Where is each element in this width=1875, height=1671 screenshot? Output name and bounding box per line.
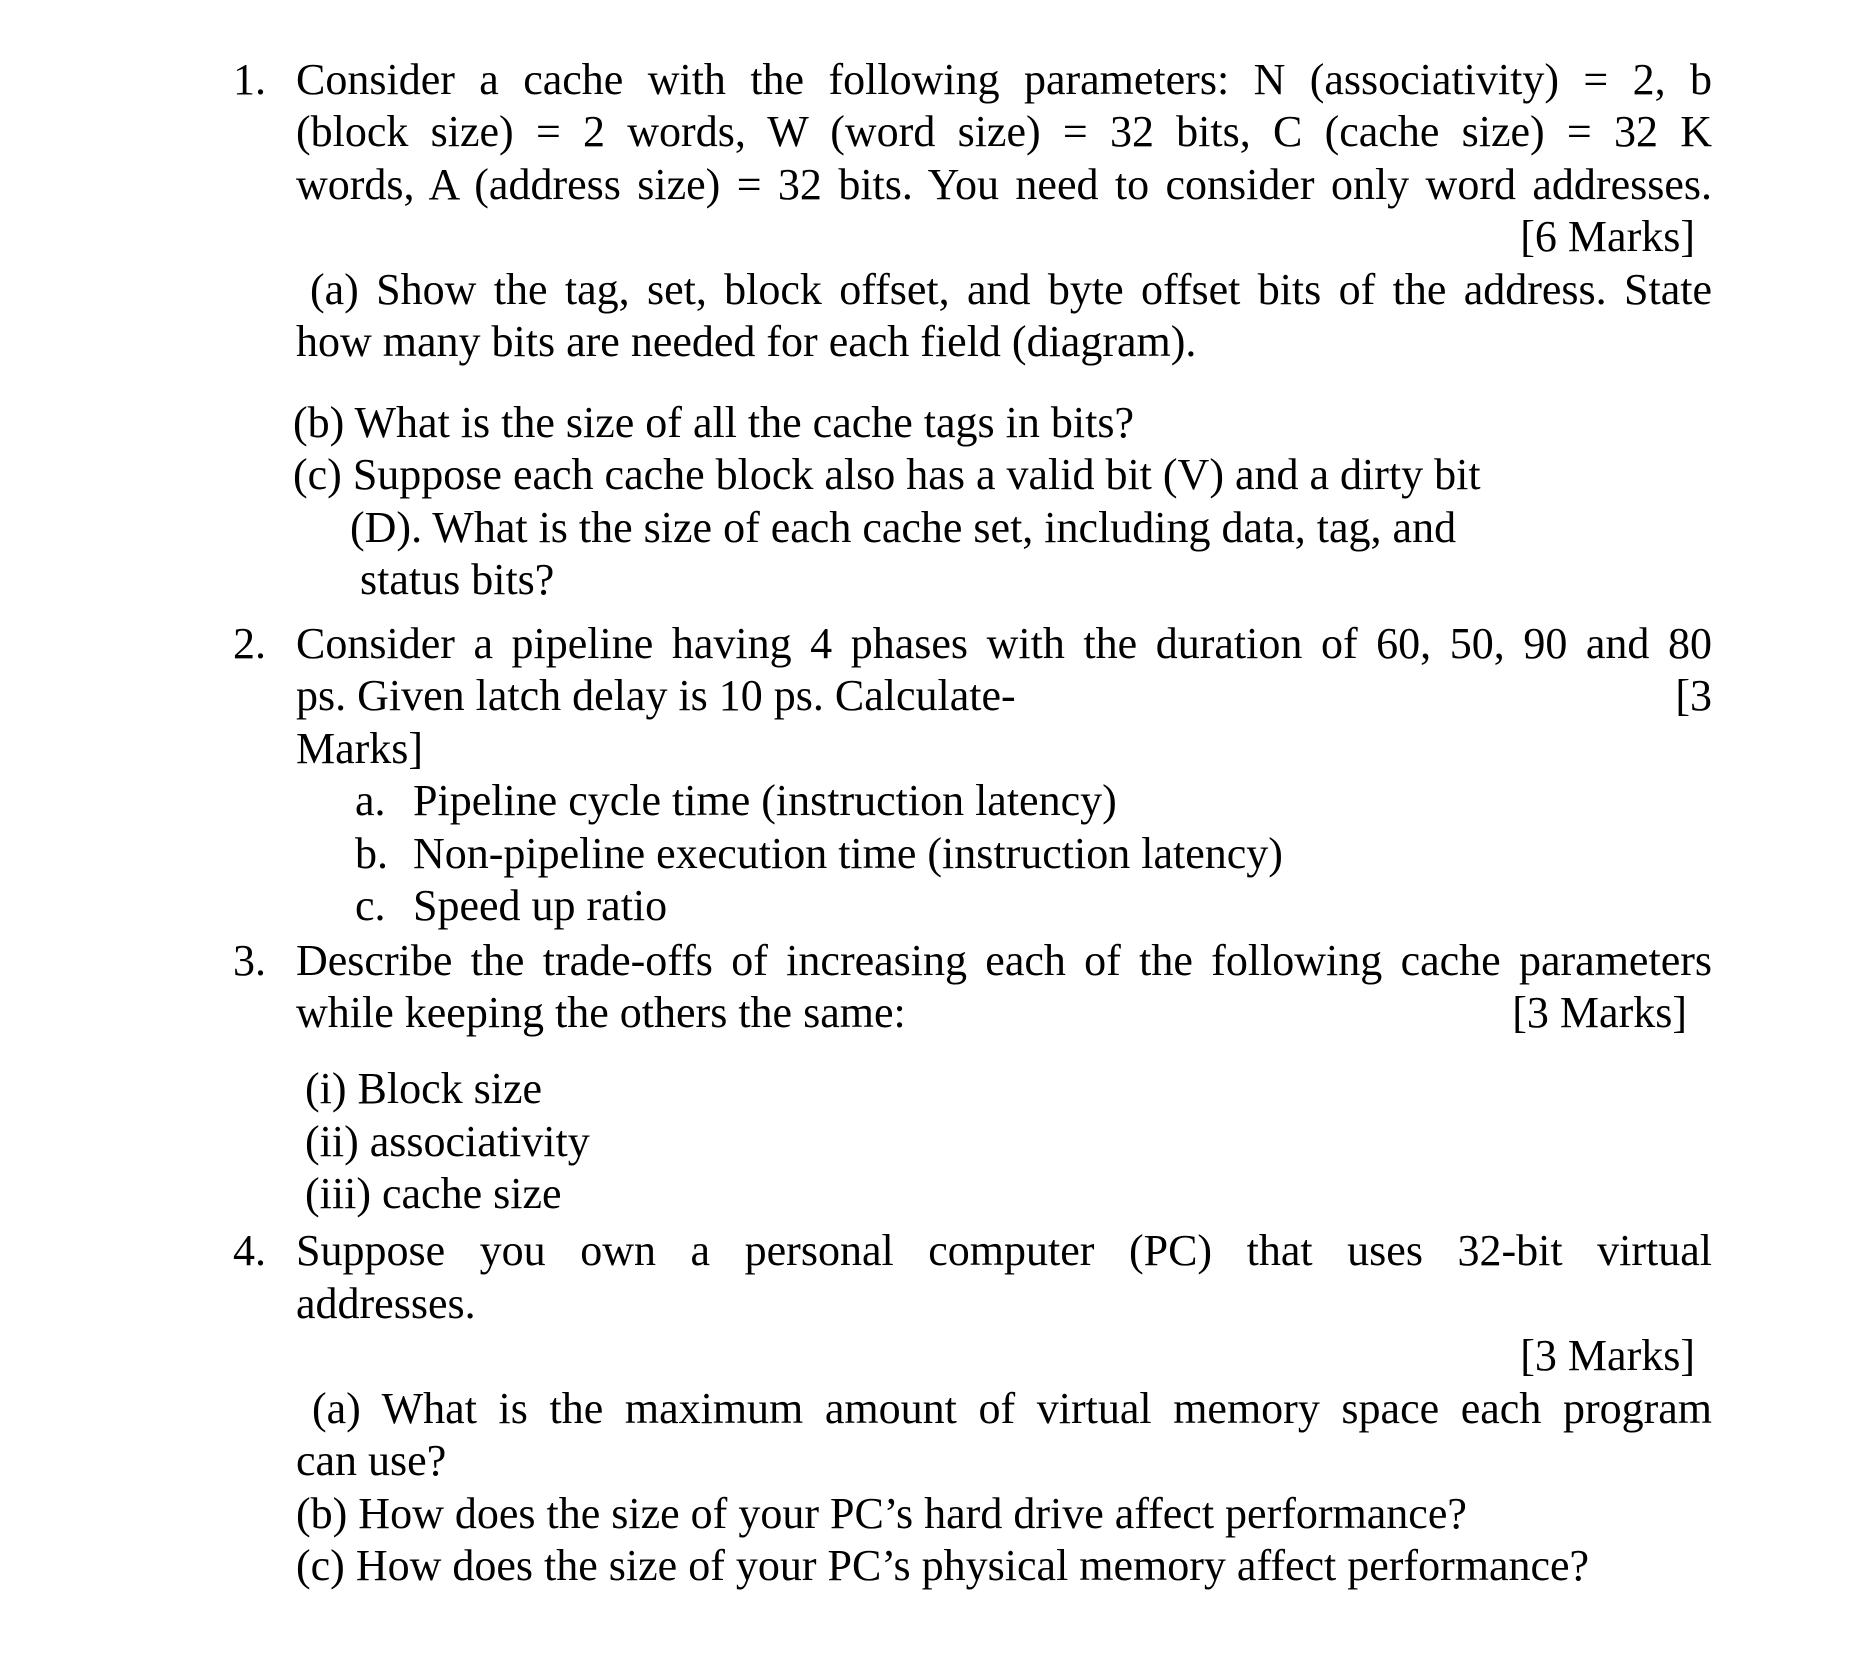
- list-item-label: b.: [355, 829, 388, 878]
- list-item: Non-pipeline execution time (instruction latency): [413, 829, 1283, 878]
- marks-label: [3: [1675, 671, 1712, 720]
- marks-label: Marks]: [296, 724, 424, 773]
- question-text-line: addresses.: [296, 1279, 476, 1328]
- subquestion-a-line: (a) Show the tag, set, block offset, and byte offset bits of the address. State: [310, 265, 1712, 314]
- question-number: 1.: [233, 55, 266, 104]
- list-item: Pipeline cycle time (instruction latency): [413, 776, 1117, 825]
- question-text-line: Consider a pipeline having 4 phases with the duration of 60, 50, 90 and 80: [296, 619, 1712, 668]
- question-text-line: while keeping the others the same:: [296, 988, 906, 1037]
- list-item: (i) Block size: [305, 1064, 543, 1113]
- subquestion-a-line: how many bits are needed for each field (diagram).: [296, 317, 1197, 366]
- question-text-line: Consider a cache with the following parameters: N (associativity) = 2, b: [296, 55, 1712, 104]
- marks-label: [3 Marks]: [1512, 988, 1687, 1037]
- subquestion-c-line: (D). What is the size of each cache set, including data, tag, and: [350, 503, 1457, 552]
- subquestion-a-line: (a) What is the maximum amount of virtual memory space each program: [312, 1384, 1712, 1433]
- question-number: 3.: [233, 936, 266, 985]
- subquestion-c: (c) How does the size of your PC’s physical memory affect performance?: [296, 1541, 1590, 1590]
- question-text-line: words, A (address size) = 32 bits. You need to consider only word addresses.: [296, 160, 1712, 209]
- subquestion-b: (b) How does the size of your PC’s hard drive affect performance?: [296, 1489, 1467, 1538]
- list-item: (iii) cache size: [305, 1169, 562, 1218]
- marks-label: [3 Marks]: [1520, 1331, 1695, 1380]
- marks-label: [6 Marks]: [1520, 212, 1695, 261]
- list-item: (ii) associativity: [305, 1117, 590, 1166]
- subquestion-c-line: status bits?: [360, 555, 555, 604]
- subquestion-a-line: can use?: [296, 1436, 447, 1485]
- subquestion-b: (b) What is the size of all the cache tags in bits?: [293, 398, 1135, 447]
- list-item-label: c.: [355, 881, 386, 930]
- question-text-line: Suppose you own a personal computer (PC) that uses 32-bit virtual: [296, 1226, 1712, 1275]
- list-item-label: a.: [355, 776, 386, 825]
- question-number: 2.: [233, 619, 266, 668]
- question-text-line: Describe the trade-offs of increasing each of the following cache parameters: [296, 936, 1712, 985]
- question-number: 4.: [233, 1226, 266, 1275]
- question-text-line: ps. Given latch delay is 10 ps. Calculate-: [296, 671, 1016, 720]
- list-item: Speed up ratio: [413, 881, 668, 930]
- question-text-line: (block size) = 2 words, W (word size) = 32 bits, C (cache size) = 32 K: [296, 107, 1712, 156]
- subquestion-c-line: (c) Suppose each cache block also has a valid bit (V) and a dirty bit: [293, 450, 1481, 499]
